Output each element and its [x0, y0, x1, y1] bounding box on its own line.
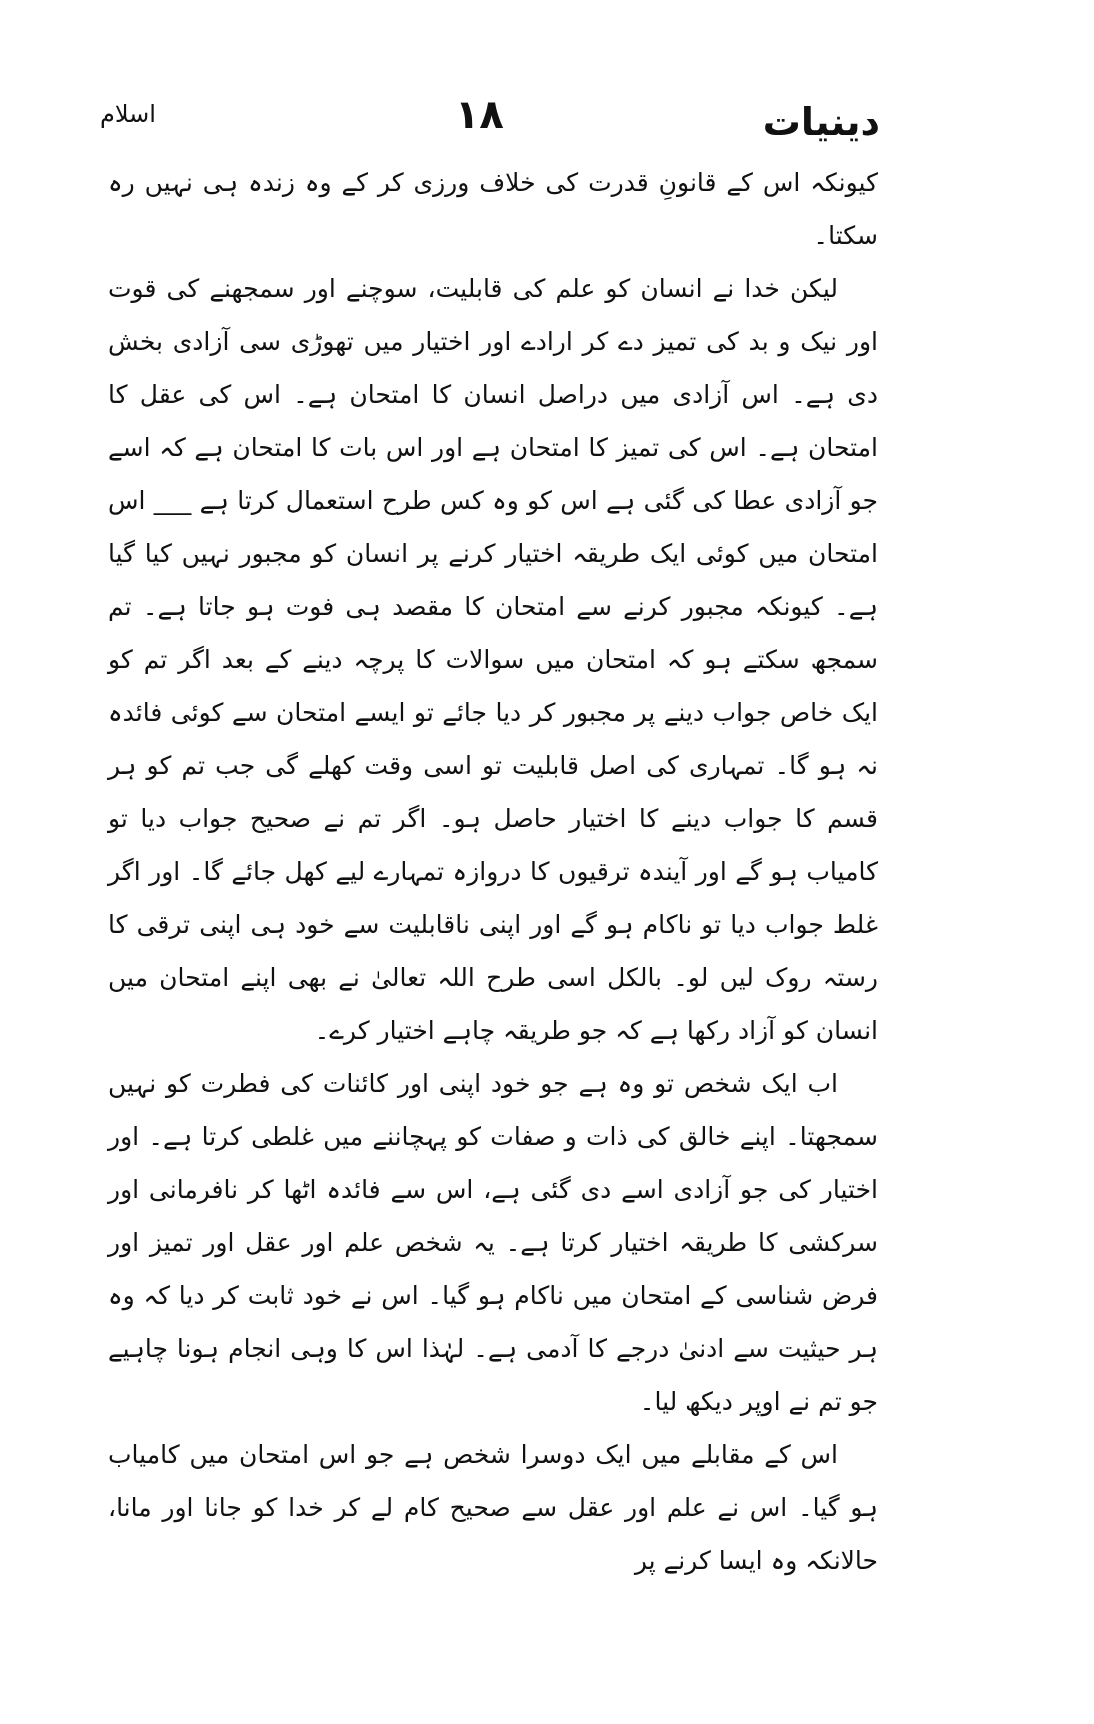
- paragraph-2: لیکن خدا نے انسان کو علم کی قابلیت، سوچنے اور سمجھنے کی قوت اور نیک و بد کی تمیز دے کر ارادے اور اختیار میں تھوڑی سی آزادی بخش دی ہے۔ اس آزادی میں دراصل انسان کا امتحان ہے۔ اس کی عقل کا امتحان ہے۔ اس کی تمیز کا امتحان ہے اور اس بات کا امتحان ہے کہ اسے جو آزادی عطا کی گئی ہے اس کو وہ کس طرح استعمال کرتا ہے ___ اس امتحان میں کوئی ایک طریقہ اختیار کرنے پر انسان کو مجبور نہیں کیا گیا ہے۔ کیونکہ مجبور کرنے سے امتحان کا مقصد ہی فوت ہو جاتا ہے۔ تم سمجھ سکتے ہو کہ امتحان میں سوالات کا پرچہ دینے کے بعد اگر تم کو ایک خاص جواب دینے پر مجبور کر دیا جائے تو ایسے امتحان سے کوئی فائدہ نہ ہو گا۔ تمہاری کی اصل قابلیت تو اسی وقت کھلے گی جب تم کو ہر قسم کا جواب دینے کا اختیار حاصل ہو۔ اگر تم نے صحیح جواب دیا تو کامیاب ہو گے اور آیندہ ترقیوں کا دروازہ تمہارے لیے کھل جائے گا۔ اور اگر غلط جواب دیا تو ناکام ہو گے اور اپنی ناقابلیت سے خود ہی اپنی ترقی کا رستہ روک لیں لو۔ بالکل اسی طرح اللہ تعالیٰ نے بھی اپنے امتحان میں انسان کو آزاد رکھا ہے کہ جو طریقہ چاہے اختیار کرے۔: [108, 274, 878, 1045]
- paragraph-4: اس کے مقابلے میں ایک دوسرا شخص ہے جو اس امتحان میں کامیاب ہو گیا۔ اس نے علم اور عقل سے صحیح کام لے کر خدا کو جانا اور مانا، حالانکہ وہ ایسا کرنے پر: [108, 1440, 878, 1575]
- page-number: ۱۸: [455, 92, 504, 138]
- chapter-title: اسلام: [100, 100, 156, 128]
- page-body: [108, 156, 878, 1587]
- book-title: دینیات: [762, 100, 880, 144]
- paragraph-3: اب ایک شخص تو وہ ہے جو خود اپنی اور کائنات کی فطرت کو نہیں سمجھتا۔ اپنے خالق کی ذات و صفات کو پہچاننے میں غلطی کرتا ہے۔ اور اختیار کی جو آزادی اسے دی گئی ہے، اس سے فائدہ اٹھا کر نافرمانی اور سرکشی کا طریقہ اختیار کرتا ہے۔ یہ شخص علم اور عقل اور تمیز اور فرض شناسی کے امتحان میں ناکام ہو گیا۔ اس نے خود ثابت کر دیا کہ وہ ہر حیثیت سے ادنیٰ درجے کا آدمی ہے۔ لہٰذا اس کا وہی انجام ہونا چاہیے جو تم نے اوپر دیکھ لیا۔: [108, 1069, 878, 1416]
- page-header: [100, 92, 880, 152]
- paragraph-1: کیونکہ اس کے قانونِ قدرت کی خلاف ورزی کر کے وہ زندہ ہی نہیں رہ سکتا۔: [108, 168, 878, 250]
